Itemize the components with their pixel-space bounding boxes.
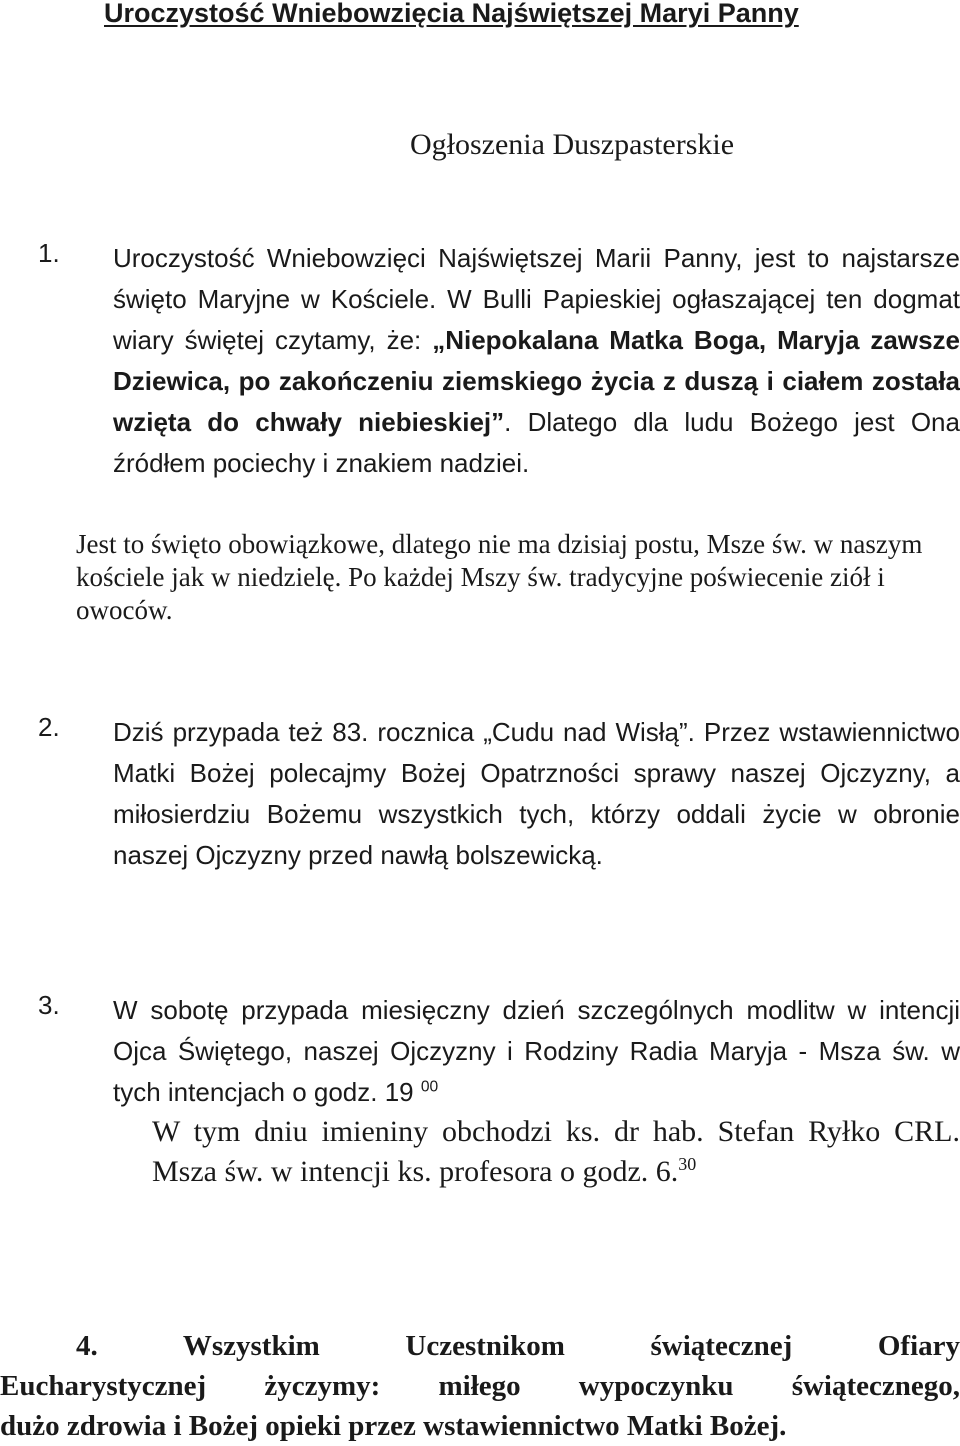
item-number: 1. — [38, 238, 60, 268]
item-text-main: W sobotę przypada miesięczny dzień szczególnych modlitw w intencji Ojca Świętego, naszej Ojczyzny i Rodziny Radia Maryja - Msza św. w tych intencjach o godz. 19 — [113, 995, 960, 1107]
page-title: Uroczystość Wniebowzięcia Najświętszej Maryi Panny — [104, 0, 799, 28]
item-1-note: Jest to święto obowiązkowe, dlatego nie ma dzisiaj postu, Msze św. w naszym kościele jak w niedzielę. Po każdej Mszy św. tradycyjne poświecenie ziół i owoców. — [76, 529, 923, 625]
item-text — [113, 238, 960, 484]
item-number: 2. — [38, 712, 60, 742]
item-number: 3. — [38, 990, 60, 1020]
announcement-item-4 — [0, 1326, 960, 1446]
item-4-line-3: dużo zdrowia i Bożej opieki przez wstawiennictwo Matki Bożej. — [0, 1410, 787, 1442]
time-superscript: 30 — [678, 1154, 697, 1174]
item-3-note — [152, 1112, 960, 1192]
item-4-line-1-text: Wszystkim Uczestnikom świątecznej Ofiary — [182, 1330, 960, 1362]
item-text — [113, 990, 960, 1113]
dogma-quote: „Niepokalana Matka Boga, Maryja zawsze Dziewica, po zakończeniu ziemskiego życia z duszą i ciałem została wzięta do chwały niebieskiej” — [113, 325, 960, 437]
item-text-outro: . Dlatego dla ludu Bożego jest Ona źródłem pociechy i znakiem nadziei. — [113, 407, 960, 478]
item-4-line-1 — [0, 1326, 960, 1366]
item-text-intro: Uroczystość Wniebowzięci Najświętszej Marii Panny, jest to najstarsze święto Maryjne w Kościele. W Bulli Papieskiej ogłaszającej ten dogmat wiary świętej czytamy, że: — [113, 243, 960, 355]
item-3-note-text: W tym dniu imieniny obchodzi ks. dr hab. Stefan Ryłko CRL. Msza św. w intencji ks. profesora o godz. 6. — [152, 1115, 960, 1188]
page-subtitle: Ogłoszenia Duszpasterskie — [410, 128, 735, 161]
time-superscript: 00 — [420, 1078, 439, 1096]
item-4-line-2: Eucharystycznej życzymy: miłego wypoczynku świątecznego, — [0, 1370, 960, 1402]
item-number: 4. — [76, 1330, 98, 1362]
item-text: Dziś przypada też 83. rocznica „Cudu nad Wisłą”. Przez wstawiennictwo Matki Bożej polecajmy Bożej Opatrzności sprawy naszej Ojczyzny, a miłosierdziu Bożemu wszystkich tych, którzy oddali życie w obronie naszej Ojczyzny przed nawłą bolszewicką. — [113, 717, 960, 870]
